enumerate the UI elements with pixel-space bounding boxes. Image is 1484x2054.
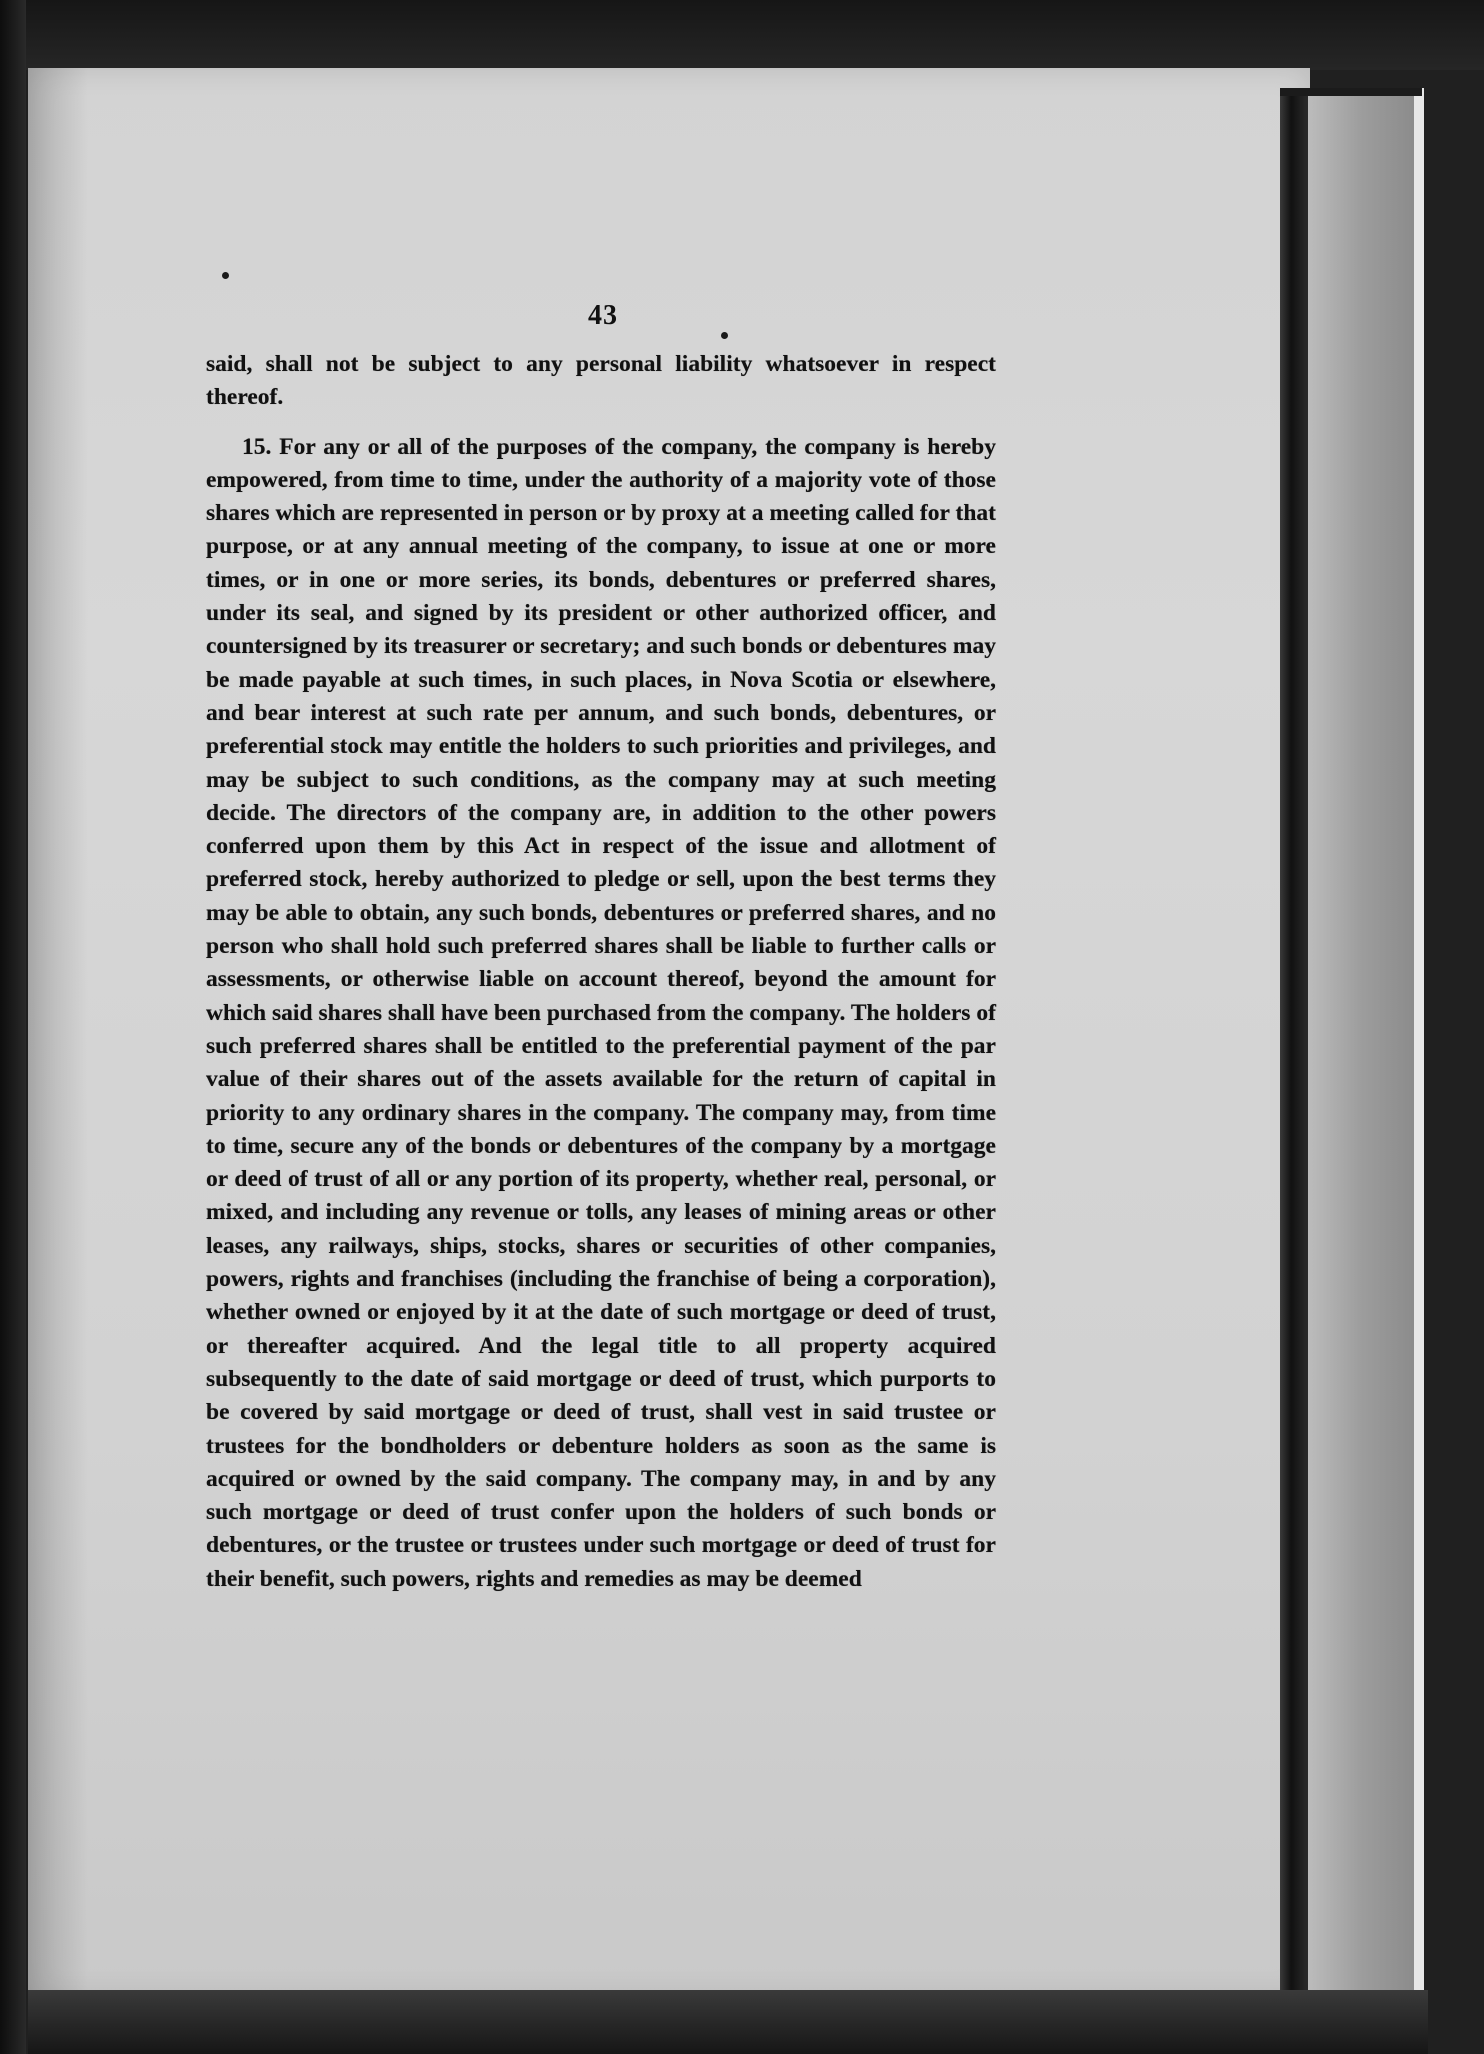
book-spine-rim	[1280, 88, 1422, 96]
ink-speck	[222, 272, 229, 279]
body-text	[206, 348, 996, 1596]
page-number: 43	[588, 300, 618, 331]
scan-bottom-edge	[28, 1990, 1428, 2054]
binding-gutter	[0, 0, 26, 2054]
book-edge-outer	[1414, 88, 1424, 1998]
paragraph-continuation: said, shall not be subject to any personal liability whatsoever in respect thereof.	[206, 351, 996, 411]
book-spine	[1280, 88, 1308, 2013]
ink-speck	[721, 332, 728, 339]
scan-top-edge	[0, 0, 1484, 70]
paragraph-section-15: 15. For any or all of the purposes of the company, the company is hereby empowered, from time to time, under the authority of a majority vote of those shares which are represented in person or by proxy at a meeting called for that purpose, or at any annual meeting of the company, to issue at one or more times, or in one or more series, its bonds, debentures or preferred shares, under its seal, and signed by its president or other authorized officer, and countersigned by its treasurer or secretary; and such bonds or debentures may be made payable at such times, in such places, in Nova Scotia or elsewhere, and bear interest at such rate per annum, and such bonds, debentures, or preferential stock may entitle the holders to such priorities and privileges, and may be subject to such conditions, as the company may at such meeting decide. The directors of the company are, in addition to the other powers conferred upon them by this Act in respect of the issue and allotment of preferred stock, hereby authorized to pledge or sell, upon the best terms they may be able to obtain, any such bonds, debentures or preferred shares, and no person who shall hold such preferred shares shall be liable to further calls or assessments, or otherwise liable on account thereof, beyond the amount for which said shares shall have been purchased from the company. The holders of such preferred shares shall be entitled to the preferential payment of the par value of their shares out of the assets available for the return of capital in priority to any ordinary shares in the company. The company may, from time to time, secure any of the bonds or debentures of the company by a mortgage or deed of trust of all or any portion of its property, whether real, personal, or mixed, and including any revenue or tolls, any leases of mining areas or other leases, any railways, ships, stocks, shares or securities of other companies, powers, rights and franchises (including the franchise of being a corporation), whether owned or enjoyed by it at the date of such mortgage or deed of trust, or thereafter acquired. And the legal title to all property acquired subsequently to the date of said mortgage or deed of trust, which purports to be covered by said mortgage or deed of trust, shall vest in said trustee or trustees for the bondholders or debenture holders as soon as the same is acquired or owned by the said company. The company may, in and by any such mortgage or deed of trust confer upon the holders of such bonds or debentures, or the trustee or trustees under such mortgage or deed of trust for their benefit, such powers, rights and remedies as may be deemed	[206, 433, 996, 1592]
binding-shadow	[28, 68, 88, 1998]
book-edge	[1306, 92, 1416, 1992]
